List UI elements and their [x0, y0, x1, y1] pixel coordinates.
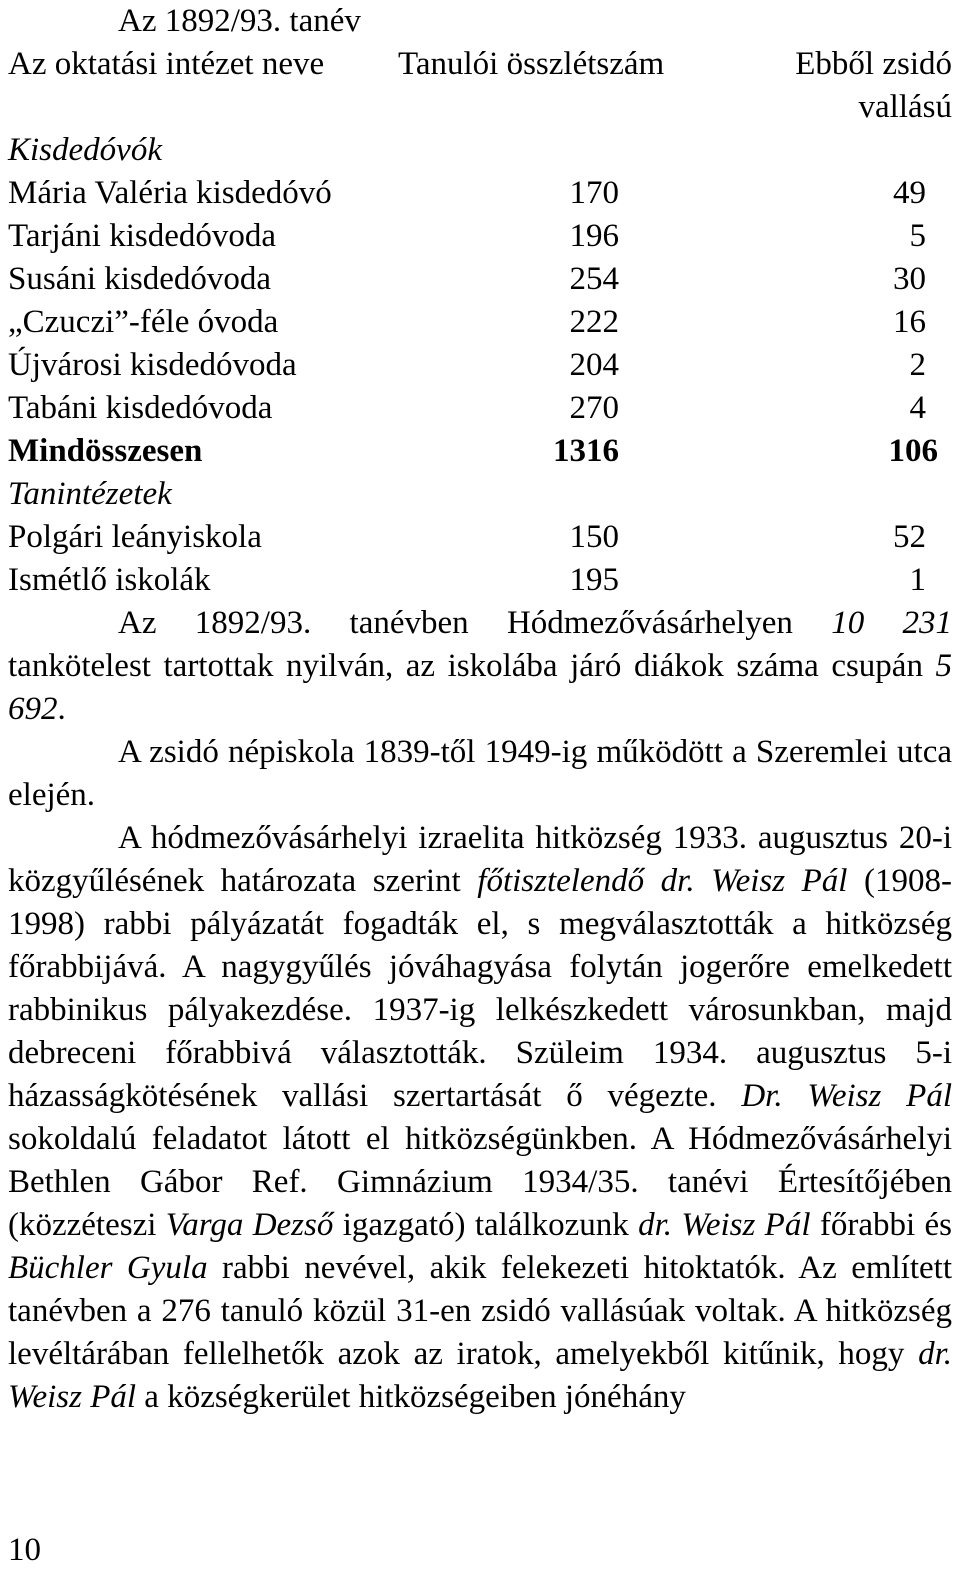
- italic-name: dr. Weisz Pál: [8, 1336, 952, 1415]
- jewish-count: 49: [893, 175, 926, 211]
- paragraph-rabbi: [8, 817, 952, 1419]
- italic-name: Büchler Gyula: [8, 1250, 208, 1286]
- institution-name: Polgári leányiskola: [8, 519, 262, 555]
- paragraph-text: sokoldalú feladatot látott el hitközségünkben. A Hódmezővásárhelyi Bethlen Gábor Ref. Gimnázium 1934/35. tanévi Értesítőjében (közzéteszi: [8, 1121, 952, 1243]
- institution-name: Újvárosi kisdedóvoda: [8, 347, 297, 383]
- table-heading: Az 1892/93. tanév: [118, 3, 361, 39]
- paragraph-text: a községkerület hitközségeiben jónéhány: [136, 1379, 686, 1415]
- total-row: [8, 430, 952, 473]
- paragraph-text: .: [57, 691, 66, 727]
- table-row: [8, 559, 952, 602]
- section-title: Kisdedóvók: [8, 132, 162, 168]
- paragraph-text: igazgató) találkozunk: [333, 1207, 639, 1243]
- jewish-count: 2: [909, 347, 926, 383]
- table-row: [8, 387, 952, 430]
- header-jewish-cont: vallású: [858, 89, 952, 125]
- institution-name: Tabáni kisdedóvoda: [8, 390, 273, 426]
- header-jewish: Ebből zsidó: [795, 46, 952, 82]
- institution-name: Susáni kisdedóvoda: [8, 261, 272, 297]
- paragraph-school: [8, 731, 952, 817]
- jewish-count: 5: [909, 218, 926, 254]
- table-row: [8, 301, 952, 344]
- paragraph-text: tankötelest tartottak nyilván, az iskolába járó diákok száma csupán: [8, 648, 936, 684]
- italic-number: 5 692: [8, 648, 952, 727]
- institution-name: „Czuczi”-féle óvoda: [8, 304, 279, 340]
- table-header-row-2: [8, 86, 952, 129]
- student-count: 150: [569, 519, 619, 555]
- italic-name: dr. Weisz Pál: [638, 1207, 811, 1243]
- header-institution: Az oktatási intézet neve: [8, 46, 325, 82]
- total-student-count: 1316: [553, 433, 619, 469]
- total-label: Mindösszesen: [8, 433, 203, 469]
- jewish-count: 52: [893, 519, 926, 555]
- section-title-row: [8, 129, 952, 172]
- paragraph-text: Az 1892/93. tanévben Hódmezővásárhelyen: [118, 605, 832, 641]
- institution-name: Ismétlő iskolák: [8, 562, 211, 598]
- italic-name: Varga Dezső: [165, 1207, 334, 1243]
- student-count: 254: [569, 261, 619, 297]
- table-row: [8, 258, 952, 301]
- section-title: Tanintézetek: [8, 476, 172, 512]
- jewish-count: 30: [893, 261, 926, 297]
- paragraph-text: A hódmezővásárhelyi izraelita hitközség 1933. augusztus 20-i közgyűlésének határozata szerint: [8, 820, 952, 899]
- student-count: 204: [569, 347, 619, 383]
- student-count: 196: [569, 218, 619, 254]
- page-number: 10: [8, 1532, 41, 1568]
- paragraph-enrollment: [8, 602, 952, 731]
- jewish-count: 1: [909, 562, 926, 598]
- school-statistics-table: [8, 43, 952, 602]
- italic-name: főtisztelendő dr. Weisz Pál: [477, 863, 848, 899]
- table-row: [8, 516, 952, 559]
- jewish-count: 4: [909, 390, 926, 426]
- student-count: 222: [569, 304, 619, 340]
- student-count: 170: [569, 175, 619, 211]
- paragraph-text: (1908-1998) rabbi pályázatát fogadták el, s megválasztották a hitközség főrabbijává. A nagygyűlés jóváhagyása folytán jogerőre emelkedett rabbinikus pályakezdése. 1937-ig lelkészkedett városunkban, majd debreceni főrabbivá választották. Szüleim 1934. augusztus 5-i házasságkötésének vallási szertartását ő végezte.: [8, 863, 953, 1114]
- table-row: [8, 215, 952, 258]
- institution-name: Mária Valéria kisdedóvó: [8, 175, 332, 211]
- italic-number: 10 231: [831, 605, 953, 641]
- document-page: [8, 0, 952, 1419]
- institution-name: Tarjáni kisdedóvoda: [8, 218, 277, 254]
- table-row: [8, 344, 952, 387]
- section-title-row: [8, 473, 952, 516]
- table-row: [8, 172, 952, 215]
- total-jewish-count: 106: [888, 433, 938, 469]
- table-header-row: [8, 43, 952, 86]
- paragraph-text: főrabbi és: [810, 1207, 952, 1243]
- student-count: 270: [569, 390, 619, 426]
- italic-name: Dr. Weisz Pál: [741, 1078, 952, 1114]
- paragraph-text: rabbi nevével, akik felekezeti hitoktatók. Az említett tanévben a 276 tanuló közül 31-en zsidó vallásúak voltak. A hitközség levéltárában fellelhetők azok az iratok, amelyekből kitűnik, hogy: [8, 1250, 953, 1372]
- jewish-count: 16: [893, 304, 926, 340]
- paragraph-text: A zsidó népiskola 1839-től 1949-ig működött a Szeremlei utca elején.: [8, 734, 952, 813]
- student-count: 195: [569, 562, 619, 598]
- header-total: Tanulói összlétszám: [398, 46, 665, 82]
